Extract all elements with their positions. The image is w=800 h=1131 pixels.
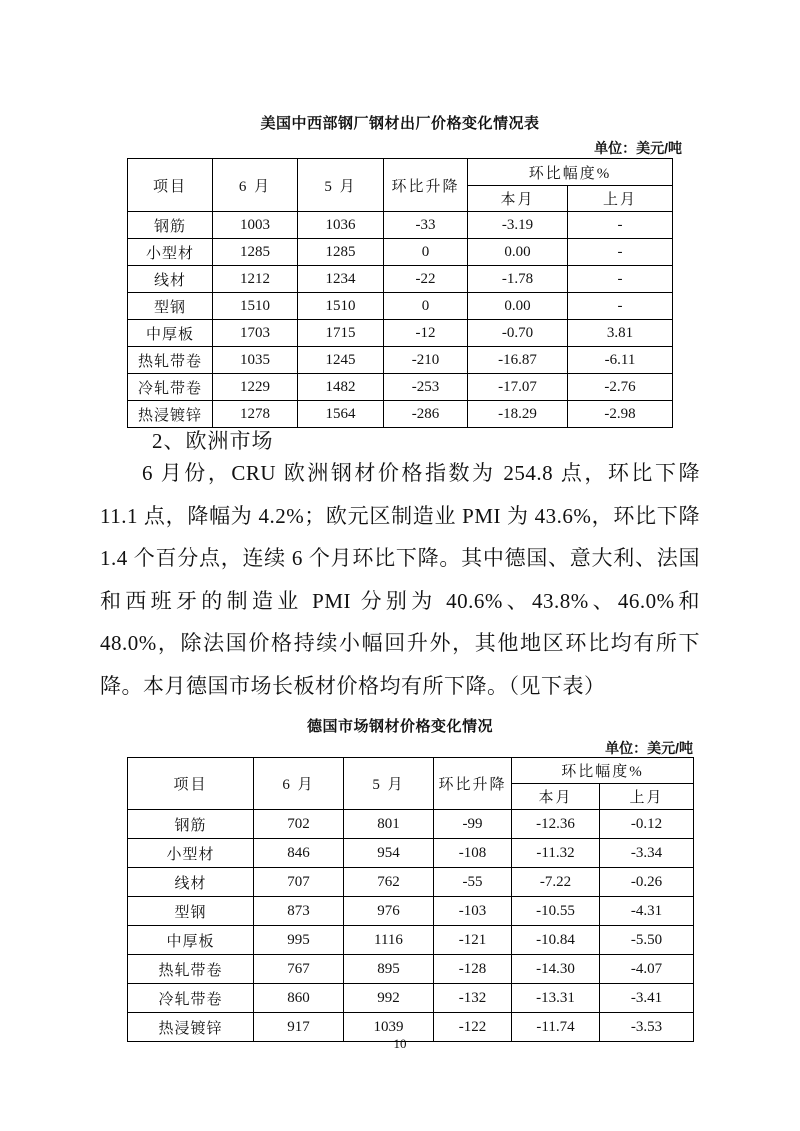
value-cell: 1003	[213, 212, 298, 239]
row-label-cell: 中厚板	[128, 320, 213, 347]
value-cell: 0.00	[468, 239, 568, 266]
value-cell: -103	[434, 897, 512, 926]
value-cell: -	[568, 266, 673, 293]
row-label-cell: 线材	[128, 266, 213, 293]
value-cell: 976	[344, 897, 434, 926]
row-label-cell: 钢筋	[128, 810, 254, 839]
table2-header-june: 6 月	[254, 758, 344, 810]
value-cell: 917	[254, 1013, 344, 1042]
section-heading-europe-market: 2、欧洲市场	[152, 429, 274, 453]
value-cell: -5.50	[600, 926, 694, 955]
value-cell: 846	[254, 839, 344, 868]
table2-body	[128, 810, 694, 1042]
value-cell: -33	[384, 212, 468, 239]
value-cell: 1035	[213, 347, 298, 374]
table-row	[128, 212, 673, 239]
value-cell: 1212	[213, 266, 298, 293]
table-row	[128, 293, 673, 320]
table-row	[128, 868, 694, 897]
value-cell: -4.31	[600, 897, 694, 926]
value-cell: 1278	[213, 401, 298, 428]
value-cell: 762	[344, 868, 434, 897]
value-cell: -55	[434, 868, 512, 897]
table1-header-june: 6 月	[213, 159, 298, 212]
value-cell: -132	[434, 984, 512, 1013]
table1-title: 美国中西部钢厂钢材出厂价格变化情况表	[260, 115, 540, 132]
table-row	[128, 347, 673, 374]
value-cell: 1229	[213, 374, 298, 401]
value-cell: -1.78	[468, 266, 568, 293]
table2-header-last-month: 上月	[600, 784, 694, 810]
value-cell: -121	[434, 926, 512, 955]
table-row	[128, 955, 694, 984]
table2-header-mom-change: 环比升降	[434, 758, 512, 810]
table1-body	[128, 212, 673, 428]
value-cell: -	[568, 293, 673, 320]
table-row	[128, 984, 694, 1013]
value-cell: -12	[384, 320, 468, 347]
row-label-cell: 小型材	[128, 839, 254, 868]
value-cell: -13.31	[512, 984, 600, 1013]
value-cell: -3.41	[600, 984, 694, 1013]
value-cell: -16.87	[468, 347, 568, 374]
value-cell: -2.76	[568, 374, 673, 401]
table2-header-may: 5 月	[344, 758, 434, 810]
value-cell: 995	[254, 926, 344, 955]
value-cell: 767	[254, 955, 344, 984]
value-cell: 954	[344, 839, 434, 868]
value-cell: 1036	[298, 212, 384, 239]
value-cell: 1703	[213, 320, 298, 347]
table-row	[128, 320, 673, 347]
value-cell: -0.70	[468, 320, 568, 347]
value-cell: -128	[434, 955, 512, 984]
value-cell: -2.98	[568, 401, 673, 428]
row-label-cell: 热浸镀锌	[128, 1013, 254, 1042]
table-row	[128, 926, 694, 955]
value-cell: -210	[384, 347, 468, 374]
value-cell: -22	[384, 266, 468, 293]
value-cell: -18.29	[468, 401, 568, 428]
table1-header-mom-pct: 环比幅度%	[468, 159, 673, 186]
table1-header-item: 项目	[128, 159, 213, 212]
table2-header-item: 项目	[128, 758, 254, 810]
table1-header-last-month: 上月	[568, 186, 673, 212]
table2-title: 德国市场钢材价格变化情况	[306, 718, 493, 735]
table1-header-mom-change: 环比升降	[384, 159, 468, 212]
table-row	[128, 897, 694, 926]
value-cell: -3.34	[600, 839, 694, 868]
page-number: 10	[393, 1036, 407, 1051]
value-cell: 1715	[298, 320, 384, 347]
table-us-midwest-steel-prices	[127, 158, 673, 428]
value-cell: 1510	[298, 293, 384, 320]
table-row	[128, 374, 673, 401]
value-cell: 992	[344, 984, 434, 1013]
table-row	[128, 401, 673, 428]
value-cell: 1116	[344, 926, 434, 955]
value-cell: -7.22	[512, 868, 600, 897]
value-cell: 895	[344, 955, 434, 984]
value-cell: -99	[434, 810, 512, 839]
table1-header-may: 5 月	[298, 159, 384, 212]
value-cell: 3.81	[568, 320, 673, 347]
row-label-cell: 热轧带卷	[128, 955, 254, 984]
value-cell: -10.84	[512, 926, 600, 955]
value-cell: -	[568, 212, 673, 239]
row-label-cell: 冷轧带卷	[128, 374, 213, 401]
value-cell: 1285	[213, 239, 298, 266]
row-label-cell: 小型材	[128, 239, 213, 266]
value-cell: 702	[254, 810, 344, 839]
value-cell: -3.19	[468, 212, 568, 239]
section-paragraph: 6 月份，CRU 欧洲钢材价格指数为 254.8 点，环比下降 11.1 点，降幅为 4.2%；欧元区制造业 PMI 为 43.6%，环比下降 1.4 个百分点，连续 6 个月环比下降。其中德国、意大利、法国和西班牙的制造业 PMI 分别为 40.6%、43.8%、46.0%和 48.0%，除法国价格持续小幅回升外，其他地区环比均有所下降。本月德国市场长板材价格均有所下降。（见下表）	[100, 461, 700, 698]
row-label-cell: 型钢	[128, 293, 213, 320]
value-cell: 860	[254, 984, 344, 1013]
table1-header	[128, 159, 673, 212]
table-row	[128, 266, 673, 293]
value-cell: -	[568, 239, 673, 266]
value-cell: 1482	[298, 374, 384, 401]
row-label-cell: 冷轧带卷	[128, 984, 254, 1013]
table2-unit-label: 单位：美元/吨	[605, 740, 693, 756]
value-cell: -3.53	[600, 1013, 694, 1042]
table-row	[128, 839, 694, 868]
value-cell: -11.32	[512, 839, 600, 868]
table1-header-this-month: 本月	[468, 186, 568, 212]
table-germany-steel-prices	[127, 757, 694, 1042]
value-cell: -4.07	[600, 955, 694, 984]
table2-header	[128, 758, 694, 810]
value-cell: -286	[384, 401, 468, 428]
row-label-cell: 钢筋	[128, 212, 213, 239]
table2-header-mom-pct: 环比幅度%	[512, 758, 694, 784]
row-label-cell: 型钢	[128, 897, 254, 926]
value-cell: -10.55	[512, 897, 600, 926]
value-cell: -6.11	[568, 347, 673, 374]
value-cell: 1039	[344, 1013, 434, 1042]
value-cell: -0.12	[600, 810, 694, 839]
value-cell: -122	[434, 1013, 512, 1042]
value-cell: -0.26	[600, 868, 694, 897]
table2-header-this-month: 本月	[512, 784, 600, 810]
row-label-cell: 线材	[128, 868, 254, 897]
value-cell: -12.36	[512, 810, 600, 839]
row-label-cell: 热轧带卷	[128, 347, 213, 374]
value-cell: -17.07	[468, 374, 568, 401]
value-cell: 0	[384, 293, 468, 320]
value-cell: -11.74	[512, 1013, 600, 1042]
value-cell: 1285	[298, 239, 384, 266]
table-row	[128, 810, 694, 839]
value-cell: 873	[254, 897, 344, 926]
value-cell: -14.30	[512, 955, 600, 984]
table1-unit-label: 单位：美元/吨	[594, 140, 682, 156]
value-cell: 0.00	[468, 293, 568, 320]
row-label-cell: 热浸镀锌	[128, 401, 213, 428]
value-cell: 1234	[298, 266, 384, 293]
value-cell: 1564	[298, 401, 384, 428]
value-cell: 1510	[213, 293, 298, 320]
value-cell: -253	[384, 374, 468, 401]
value-cell: 707	[254, 868, 344, 897]
table-row	[128, 239, 673, 266]
value-cell: 1245	[298, 347, 384, 374]
value-cell: 0	[384, 239, 468, 266]
value-cell: 801	[344, 810, 434, 839]
row-label-cell: 中厚板	[128, 926, 254, 955]
value-cell: -108	[434, 839, 512, 868]
